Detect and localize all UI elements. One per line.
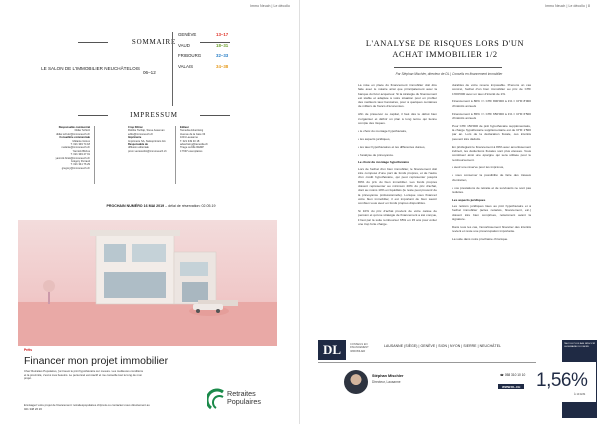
article-paragraph: En privilégiant le financement à 80% avec amortissement indirect, les déductions fiscales sont plus élevées. Vous constituez ainsi une épargne qui sera utilisée pour le remboursement. [452, 144, 531, 162]
house-drawing [18, 220, 277, 346]
impressum-heading: Crop Rôtisé [128, 126, 143, 129]
canton-row[interactable] [178, 53, 258, 64]
logo-line-1: Retraites [227, 389, 256, 398]
article-paragraph: Financement à 65% => CHF 650'000 à 1% = CHF 6'500 d'intérêts annuels [452, 111, 531, 120]
sommaire-rule-left [78, 42, 108, 43]
article-byline: Par Stéphan Mischler, directeur de DL | Conseils en financement immobilier [395, 72, 503, 76]
article-paragraph: Pour CHF 150'000 de prêt hypothécaire supplémentaire, la charge hypothécaire supplémentaire est de CHF 1'500 par an. Lors de la déclaration fiscale, ces intérêts peuvent être déduits. [452, 123, 531, 141]
impressum-line[interactable]: prom.ventesobin@immoneuch.ch [128, 149, 167, 153]
canton-row[interactable] [178, 64, 258, 75]
article-column-1 [358, 83, 437, 230]
impressum-line: T. 021 349 40 18 [180, 139, 200, 143]
impressum-line: Grégory Perrault [70, 160, 90, 164]
sommaire-main-item[interactable] [32, 66, 156, 75]
article-title-line-1: L'ANALYSE DE RISQUES LORS D'UN [365, 39, 525, 48]
rate-term: À 10 ANS [574, 393, 586, 396]
impressum-column-editor [180, 126, 222, 153]
right-folio: Immo Neuch | Le décollo | 8 [545, 4, 590, 8]
rate-value: 1,56% [536, 370, 588, 391]
impressum-line[interactable]: yannick.birsk@immoneuch.ch [55, 156, 90, 160]
dl-logo: DL [318, 340, 346, 360]
canton-pages: 13–17 [216, 32, 229, 37]
impressum-line: Avenue de la Gare 33 [180, 132, 206, 136]
impressum-line: Tamedia Advertising [180, 129, 204, 133]
article-paragraph: • vos prestations de retraite et de survivants ne sont pas réduites. [452, 185, 531, 194]
canton-row[interactable] [178, 43, 258, 54]
impressum-line[interactable]: edito@immoneuch.ch [128, 132, 154, 136]
impressum-rule-left [78, 115, 108, 116]
rate-caption: TAUX LE PLUS BAS NÉGOCIÉ LA SEMAINE DU 8 AVRIL [564, 343, 595, 348]
impressum-line[interactable]: advertising@tamedia.ch [180, 143, 208, 147]
sommaire-main-label: LE SALON DE L'IMMOBILIER NEUCHÂTELOIS [41, 66, 140, 71]
article-paragraph: • le choix du montage hypothécaire, [358, 128, 408, 133]
article-paragraph: Lors de l'achat d'un bien immobilier, le financement doit être composé d'une part de fonds propres, et de l'autre d'un crédit hypothécaire, qui peut représenter jusqu'à 80% du prix du bien immobilier. Les fonds propres doivent représenter au minimum 20% du prix d'achat, dont au moins 10% en liquidités (le reste peut provenir de la prévoyance professionnelle). Lorsque vous financez votre bien immobilier, il est important de bien savoir combien vous avez en fonds propres disponibles. [358, 166, 437, 206]
impressum-line: Tirage certifié REMP [180, 146, 204, 150]
impressum-heading: Editeur [180, 126, 189, 129]
article-paragraph: Si 10% du prix d'achat provient de votre caisse de pension et qu'une stratégie de financement a été conçue, il faut par la suite rembourser 65% en 15 ans pour éviter une trop forte charge. [358, 208, 437, 226]
impressum-separator [175, 126, 176, 184]
dl-ad-band[interactable] [318, 340, 597, 418]
article-column-2 [452, 83, 531, 245]
article-title [345, 39, 545, 60]
impressum-line: T. 021 341 76 29 [70, 163, 90, 167]
article-paragraph: • avoir une réserve pour les imprévus, [452, 165, 504, 170]
article-paragraph: Financement à 80% => CHF 800'000 à 1% = CHF 8'000 d'intérêts annuels [452, 99, 531, 108]
impressum-line: Yannick Bitzius [72, 149, 90, 153]
phone-number[interactable]: ☎ 058 310 10 10 [500, 373, 526, 377]
impressum-line: 17'097 exemplaires [180, 149, 203, 153]
impressum-line[interactable]: gregory@immoneuch.ch [61, 166, 90, 170]
next-issue-date: PROCHAIN NUMÉRO 16 MAI 2019 [106, 204, 165, 208]
impressum-heading: Imprimerie [128, 136, 142, 140]
impressum-line: diffusion éditoriale [128, 146, 149, 150]
next-issue-line [67, 204, 255, 208]
dl-logo-subtitle: CONSEILS EN FINANCEMENT IMMOBILIER [350, 343, 369, 353]
article-paragraph: durables de votre revenu imposable. Prenons un cas concret, l'achat d'un bien immobilier au prix de CHF 1'000'000 avec un taux d'intérêt de 1%. [452, 83, 531, 96]
canton-pages: 18–31 [216, 42, 229, 48]
logo-line-2: Populaires [227, 397, 261, 406]
retraites-populaires-wordmark [227, 390, 261, 406]
article-paragraph: • les aspects juridiques, [358, 136, 391, 141]
canton-pages: 34–38 [216, 63, 229, 69]
article-paragraph: La suite dans notre prochaine chronique. [452, 236, 509, 241]
impressum-heading: Responsable de [128, 143, 148, 147]
impressum-line[interactable]: didier.schutz@immoneuch.ch [56, 132, 90, 136]
ad-house-illustration [18, 220, 277, 346]
left-folio: Immo Neuch | Le décollo [250, 4, 290, 8]
article-paragraph: • l'analyse de prévoyance. [358, 152, 394, 157]
dl-cities: LAUSANNE (SIÈGE) | GENÈVE | SION | NYON | SIERRE | NEUCHÂTEL [384, 344, 502, 348]
article-title-line-2: ACHAT IMMOBILIER 1/2 [392, 49, 498, 59]
impressum-column-production [128, 126, 168, 153]
article-paragraph: La mise en place du financement immobilier doit être faite avec le notaire ainsi que principalement avec la banque du futur acquéreur. Si la stratégie du financement est stable et adaptée à votre situation pour en profiter des meilleurs taux bancaires, pour à quelques centaines de milliers de francs d'économies. [358, 83, 437, 109]
sommaire-main-pages: 06–12 [143, 70, 156, 75]
next-issue-deadline: – délai de réservation: 02.05.19 [164, 204, 216, 208]
impressum-line: T. 021 349 47 01 [70, 153, 90, 157]
impressum-rule-right [200, 115, 230, 116]
impressum-line: Didier Schütz [74, 129, 90, 133]
avatar [344, 370, 368, 394]
article-paragraph: • les taux hypothécaires et les différentes durées, [358, 144, 426, 149]
impressum-line[interactable]: melanie@immoneuch.ch [61, 146, 90, 150]
impressum-column-commercial [40, 126, 90, 170]
ad-body: Chez Retraites Populaires, j'ai trouvé le prêt hypothécaire sur mesure. Les meilleures conditions et la proximité, c'est à mes besoins. Le personnel est réactif et me conseille tout le long de mon projet. [24, 369, 143, 381]
person-name: Stéphan Mischler [372, 374, 404, 378]
impressum-line: T. 021 349 74 18 [70, 143, 90, 147]
impressum-line: 1001 Lausanne [180, 136, 198, 140]
band-divider [318, 362, 548, 363]
canton-name: GENÈVE [178, 32, 197, 37]
impressum-heading: Responsable commercial [58, 126, 90, 129]
rate-panel [536, 362, 596, 402]
canton-name: FRIBOURG [178, 53, 202, 58]
impressum-line: Robbie Tschäp, Steve Asseman [128, 129, 165, 133]
impressum-title: IMPRESSUM [130, 111, 178, 119]
canton-pages: 32–33 [216, 53, 229, 58]
ad-tag: Prêts [24, 348, 32, 352]
article-paragraph: Dans tous les cas, l'amortissement financier des intérêts revient et reste une préoccupation importante. [452, 224, 531, 234]
canton-list [178, 32, 258, 74]
impressum-heading: Conseillère commerciale [59, 136, 90, 140]
retraites-populaires-ad[interactable] [18, 220, 277, 416]
article-subheading: Les aspects juridiques [452, 197, 486, 202]
canton-name: VAUD [178, 42, 190, 48]
article-paragraph: Les notions juridiques liées au prêt hypothécaire et à l'achat immobilier (actes notariés, financement, etc.) doivent être bien comprises, notamment avant la signature. [452, 203, 531, 221]
article-paragraph: Afin de préserver ce capital, il faut dès le début bien s'organiser et définir un plan à long terme qui tienne compte des risques. [358, 112, 437, 125]
person-title: Directeur, Lausanne [372, 380, 401, 384]
impressum-separator [94, 126, 95, 184]
sommaire-title: SOMMAIRE [131, 38, 177, 46]
impressum-line: Mélanie Giroux [72, 139, 90, 143]
website-link[interactable]: WWW.DL.CH [498, 384, 524, 389]
article-title-rule [394, 67, 502, 68]
sommaire-divider [172, 32, 173, 106]
canton-row[interactable] [178, 32, 258, 43]
article-paragraph: • vous conserver la possibilité de faire des travaux d'entretien, [452, 173, 531, 182]
impressum-line: Imprimerie SA, Swissprinters AG [128, 139, 166, 143]
ad-contact: Envisagez votre projet de financement: retraitespopulaires.ch/prets ou contactez-nous directement au 021 348 26 26 [24, 403, 150, 411]
article-subheading: Le choix du montage hypothécaire [358, 160, 410, 165]
canton-name: VALAIS [178, 63, 194, 69]
ad-headline: Financer mon projet immobilier [24, 355, 169, 367]
